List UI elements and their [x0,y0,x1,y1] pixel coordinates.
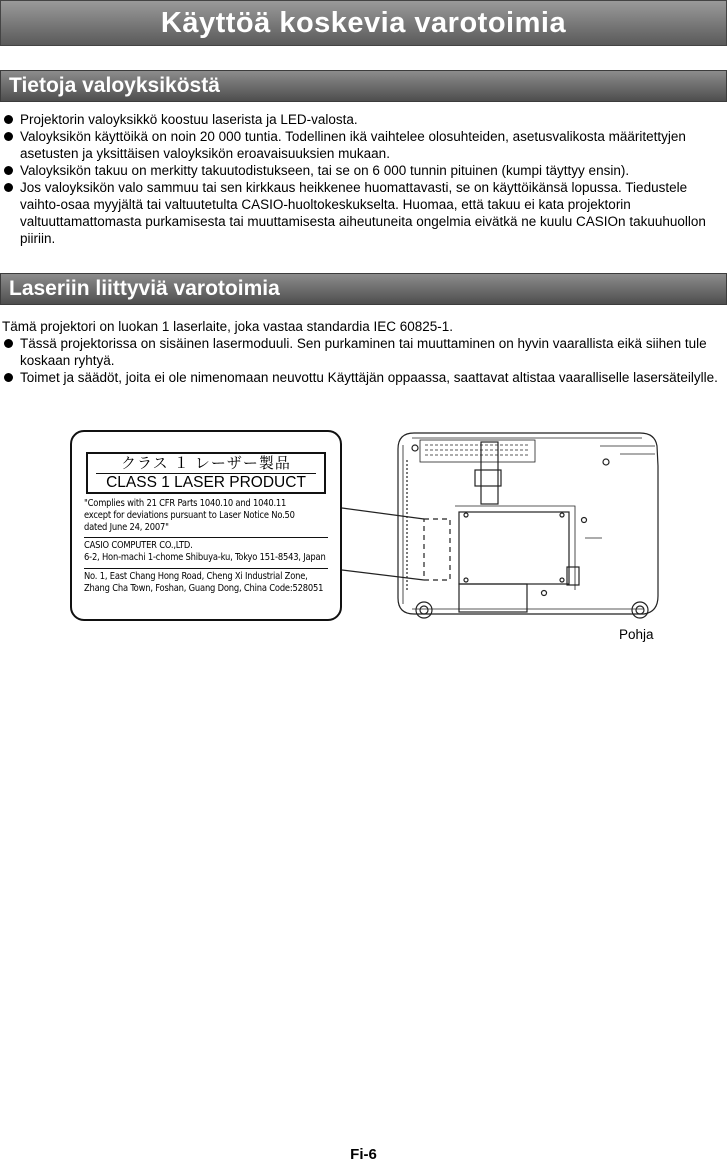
list-item: Valoyksikön käyttöikä on noin 20 000 tuntia. Todellinen ikä vaihtelee olosuhteiden, asetusvalikosta määritettyjen asetusten ja yksittäisen valoyksikön eroavaisuuksien mukaan. [0,128,727,162]
factory-address: No. 1, East Chang Hong Road, Cheng Xi Industrial Zone, Zhang Cha Town, Foshan, Guang Dong, China Code:528051 [84,571,324,594]
section-title: Tietoja valoyksiköstä [9,74,220,97]
section-header-laser [0,273,727,305]
laser-class-en: CLASS 1 LASER PRODUCT [106,474,306,491]
list-item: Tässä projektorissa on sisäinen lasermoduuli. Sen purkaminen tai muuttaminen on hyvin vaarallista eikä siihen tule koskaan ryhtyä. [0,335,727,369]
section-header-light-unit [0,70,727,102]
laser-bullet-list [0,335,727,386]
list-item: Toimet ja säädöt, joita ei ole nimenomaan neuvottu Käyttäjän oppaassa, saattavat altistaa vaaralliselle lasersäteilylle. [0,369,727,386]
page-number: Fi-6 [350,1146,377,1163]
list-item: Valoyksikön takuu on merkitty takuutodistukseen, tai se on 6 000 tunnin pituinen (kumpi täyttyy ensin). [0,162,727,179]
figure-caption: Pohja [619,627,654,642]
page-title: Käyttöä koskevia varotoimia [160,7,567,39]
manufacturer-address: CASIO COMPUTER CO.,LTD. 6-2, Hon-machi 1-chome Shibuya-ku, Tokyo 151-8543, Japan [84,540,326,563]
list-item: Projektorin valoyksikkö koostuu laserista ja LED-valosta. [0,111,727,128]
section-title: Laseriin liittyviä varotoimia [9,277,280,300]
projector-bottom-illustration [0,420,727,630]
page-title-bar [0,0,727,46]
compliance-statement: "Complies with 21 CFR Parts 1040.10 and 1040.11 except for deviations pursuant to Laser Notice No.50 dated June 24, 2007" [84,498,295,533]
light-unit-bullet-list [0,111,727,247]
laser-class-jp: クラス １ レーザー製品 [121,455,291,472]
laser-intro-text: Tämä projektori on luokan 1 laserlaite, joka vastaa standardia IEC 60825-1. [2,319,454,334]
list-item: Jos valoyksikön valo sammuu tai sen kirkkaus heikkenee huomattavasti, se on käyttöikänsä lopussa. Tiedustele vaihto-osaa myyjältä tai valtuutetulta CASIO-huoltokeskukselta. Huomaa, että takuu ei kata projektorin valtuuttamattomasta purkamisesta tai muuttamisesta aiheutuneita ongelmia eivätkä ne kuulu CASIOn takuuhuollon piiriin. [0,179,727,247]
